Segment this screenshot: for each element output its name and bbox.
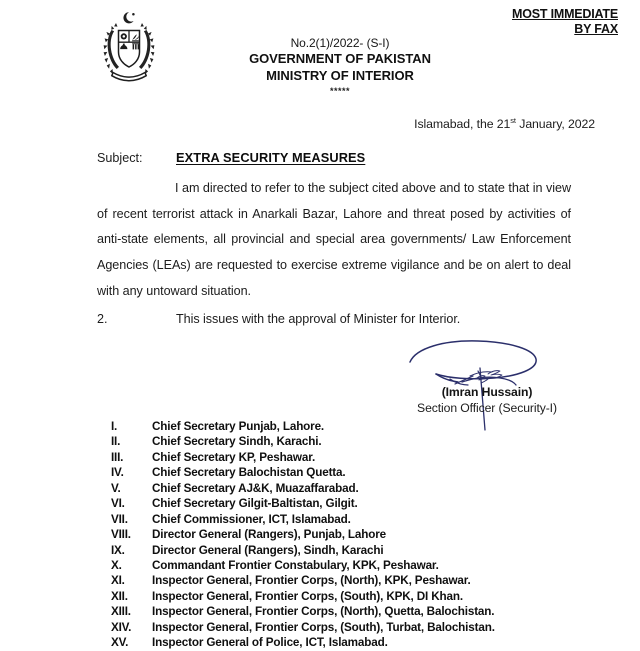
government-name: GOVERNMENT OF PAKISTAN: [249, 51, 431, 67]
list-item: [111, 481, 611, 496]
list-item-label: Inspector General, Frontier Corps, (South), KPK, DI Khan.: [152, 589, 463, 603]
priority-markings: [512, 7, 618, 37]
list-item: [111, 589, 611, 604]
list-item-label: Chief Secretary Punjab, Lahore.: [152, 420, 325, 433]
list-item: [111, 450, 611, 465]
list-item: [111, 419, 611, 434]
ministry-name: MINISTRY OF INTERIOR: [266, 67, 414, 83]
list-item-label: Inspector General, Frontier Corps, (North), KPK, Peshawar.: [152, 574, 471, 588]
dateline-place: Islamabad, the 21: [414, 117, 511, 131]
body-paragraph-2-row: [97, 312, 571, 326]
list-item-numeral: XI.: [111, 574, 125, 588]
list-item-numeral: IX.: [111, 543, 125, 557]
list-item: [111, 573, 611, 588]
list-item-numeral: IV.: [111, 466, 124, 480]
list-item-numeral: XIV.: [111, 620, 132, 634]
list-item-numeral: II.: [111, 435, 121, 449]
paragraph-2-number: 2.: [97, 312, 108, 326]
list-item-label: Chief Commissioner, ICT, Islamabad.: [152, 512, 351, 526]
list-item: [111, 604, 611, 619]
list-item-numeral: I.: [111, 420, 118, 433]
list-item-label: Chief Secretary Sindh, Karachi.: [152, 435, 322, 449]
body-paragraph-1: I am directed to refer to the subject cited above and to state that in view of recent terrorist attack in Anarkali Bazar, Lahore and threat posed by activities of anti-state elements, all provincial and special area governments/ Law Enforcement Agencies (LEAs) are requested to exercise extreme vigilance and be on alert to deal with any untoward situation.: [97, 181, 571, 298]
list-item-numeral: XIII.: [111, 605, 131, 619]
list-item: [111, 558, 611, 573]
dateline: [414, 117, 595, 131]
priority-most-immediate: MOST IMMEDIATE: [512, 7, 618, 21]
dateline-ordinal: st: [510, 115, 516, 125]
list-item: [111, 512, 611, 527]
distribution-list: [111, 419, 611, 651]
body-paragraph-2: This issues with the approval of Minister for Interior.: [176, 312, 461, 326]
list-item: [111, 434, 611, 449]
subject-row: [97, 150, 597, 165]
list-item-label: Commandant Frontier Constabulary, KPK, Peshawar.: [152, 558, 439, 572]
list-item: [111, 527, 611, 542]
list-item-label: Director General (Rangers), Punjab, Lahore: [152, 528, 387, 542]
subject-title: EXTRA SECURITY MEASURES: [176, 150, 366, 165]
dateline-rest: January, 2022: [515, 117, 595, 131]
list-item-label: Inspector General, Frontier Corps, (North), Quetta, Balochistan.: [152, 605, 495, 619]
reference-number: No.2(1)/2022- (S-I): [290, 36, 390, 50]
list-item: [111, 635, 611, 650]
list-item-numeral: VI.: [111, 497, 125, 511]
asterisk-separator: *****: [329, 85, 350, 96]
list-item: [111, 543, 611, 558]
list-item-numeral: XV.: [111, 636, 129, 650]
list-item-label: Chief Secretary AJ&K, Muazaffarabad.: [152, 481, 359, 495]
list-item-label: Inspector General, Frontier Corps, (South), Turbat, Balochistan.: [152, 620, 495, 634]
list-item-label: Director General (Rangers), Sindh, Karachi: [152, 543, 384, 557]
list-item-label: Inspector General of Police, ICT, Islamabad.: [152, 636, 388, 650]
list-item-numeral: XII.: [111, 589, 128, 603]
list-item-label: Chief Secretary Balochistan Quetta.: [152, 466, 346, 480]
list-item-numeral: VIII.: [111, 528, 131, 542]
subject-label: Subject:: [97, 151, 143, 165]
list-item-numeral: III.: [111, 450, 124, 464]
signatory-details: [392, 384, 582, 416]
list-item-numeral: V.: [111, 481, 121, 495]
list-item: [111, 465, 611, 480]
list-item: [111, 496, 611, 511]
letterhead: [195, 36, 485, 97]
list-item: [111, 620, 611, 635]
list-item-label: Chief Secretary Gilgit-Baltistan, Gilgit.: [152, 497, 358, 511]
signatory-title: Section Officer (Security-I): [417, 401, 557, 416]
state-emblem-of-pakistan-icon: [96, 8, 162, 90]
list-item-label: Chief Secretary KP, Peshawar.: [152, 450, 316, 464]
signatory-name: (Imran Hussain): [441, 385, 533, 399]
priority-by-fax: BY FAX: [574, 21, 618, 36]
list-item-numeral: X.: [111, 558, 122, 572]
list-item-numeral: VII.: [111, 512, 128, 526]
